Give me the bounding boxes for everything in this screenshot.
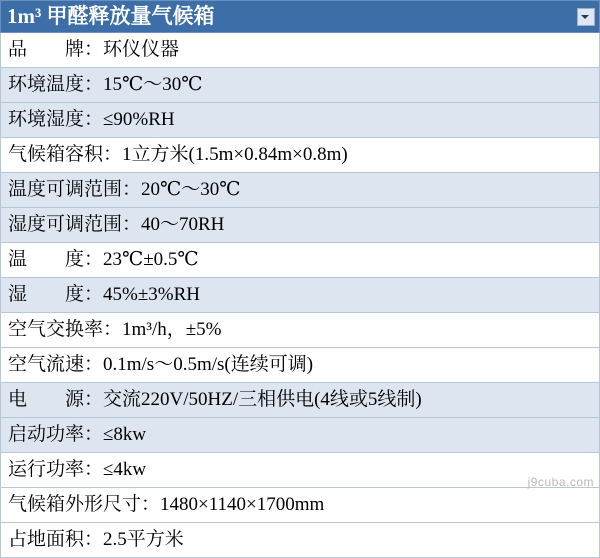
- table-row: [1, 278, 600, 313]
- spec-text: 湿度可调范围：40～70RH: [8, 214, 225, 235]
- chevron-down-icon[interactable]: [577, 8, 595, 26]
- spec-cell: [1, 313, 600, 348]
- table-row: [1, 383, 600, 418]
- table-row: [1, 208, 600, 243]
- table-title-cell: [1, 1, 600, 33]
- table-row: [1, 453, 600, 488]
- table-row: [1, 103, 600, 138]
- spec-cell: [1, 523, 600, 558]
- table-row: [1, 523, 600, 558]
- spec-text: 温度可调范围：20℃～30℃: [8, 179, 241, 200]
- spec-cell: [1, 488, 600, 523]
- table-row: [1, 313, 600, 348]
- spec-text: 空气流速：0.1m/s～0.5m/s(连续可调): [8, 354, 314, 375]
- table-row: [1, 173, 600, 208]
- spec-cell: [1, 348, 600, 383]
- spec-text: 环境温度：15℃～30℃: [8, 74, 203, 95]
- spec-text: 品 牌：环仪仪器: [8, 39, 180, 60]
- spec-text: 启动功率：≤8kw: [8, 424, 147, 445]
- watermark-text: j9cuba.com: [527, 475, 594, 489]
- spec-cell: [1, 418, 600, 453]
- table-header-row: [1, 1, 600, 33]
- spec-text: 空气交换率：1m³/h，±5%: [8, 319, 222, 340]
- spec-cell: [1, 68, 600, 103]
- spec-cell: [1, 278, 600, 313]
- table-row: [1, 488, 600, 523]
- page-title: 1m³ 甲醛释放量气候箱: [7, 4, 215, 28]
- spec-text: 电 源：交流220V/50HZ/三相供电(4线或5线制): [8, 389, 422, 410]
- spec-cell: [1, 383, 600, 418]
- table-row: [1, 243, 600, 278]
- table-row: [1, 68, 600, 103]
- spec-cell: [1, 173, 600, 208]
- spec-cell: [1, 33, 600, 68]
- spec-text: 环境湿度：≤90%RH: [8, 109, 175, 130]
- table-body: [1, 1, 600, 558]
- spec-text: 占地面积：2.5平方米: [8, 529, 184, 550]
- spec-text: 湿 度：45%±3%RH: [8, 284, 200, 305]
- spec-cell: [1, 243, 600, 278]
- table-row: [1, 418, 600, 453]
- spec-text: 运行功率：≤4kw: [8, 459, 147, 480]
- spec-text: 气候箱容积：1立方米(1.5m×0.84m×0.8m): [8, 144, 348, 165]
- spec-text: 温 度：23℃±0.5℃: [8, 249, 199, 270]
- table-row: [1, 33, 600, 68]
- spec-cell: [1, 208, 600, 243]
- spec-text: 气候箱外形尺寸：1480×1140×1700mm: [8, 494, 325, 515]
- table-row: [1, 138, 600, 173]
- spec-cell: [1, 103, 600, 138]
- spec-cell: [1, 453, 600, 488]
- table-row: [1, 348, 600, 383]
- spec-cell: [1, 138, 600, 173]
